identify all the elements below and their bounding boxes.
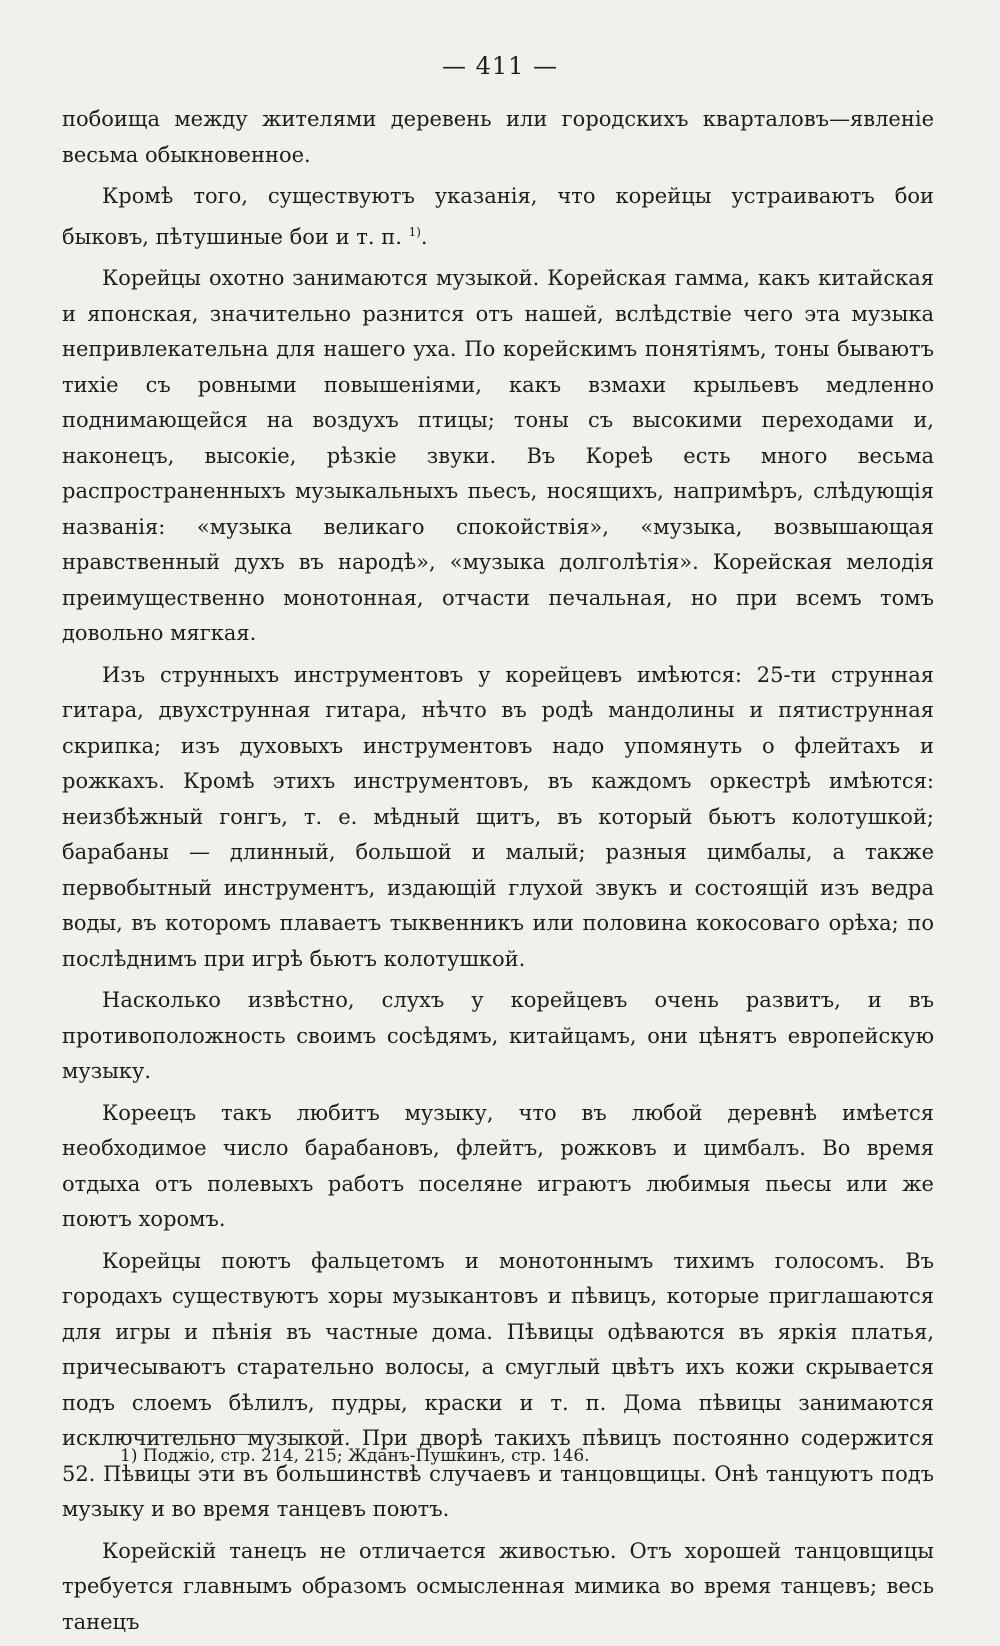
body-text	[62, 102, 934, 1646]
paragraph-7: Корейцы поютъ фальцетомъ и монотоннымъ тихимъ голосомъ. Въ городахъ существуютъ хоры музыкантовъ и пѣвицъ, которые приглашаются для игры и пѣнія въ частные дома. Пѣвицы одѣваются въ яркія платья, причесываютъ старательно волосы, а смуглый цвѣтъ ихъ кожи скрывается подъ слоемъ бѣлилъ, пудры, краски и т. п. Дома пѣвицы занимаются исключительно музыкой. При дворѣ такихъ пѣвицъ постоянно содержится 52. Пѣвицы эти въ большинствѣ случаевъ и танцовщицы. Онѣ танцуютъ подъ музыку и во время танцевъ поютъ.	[62, 1248, 934, 1521]
paragraph-5: Насколько извѣстно, слухъ у корейцевъ очень развитъ, и въ противоположность своимъ сосѣдямъ, китайцамъ, они цѣнятъ европейскую музыку.	[62, 988, 934, 1083]
paragraph-8: Корейскій танецъ не отличается живостью. Отъ хорошей танцовщицы требуется главнымъ образомъ осмысленная мимика во время танцевъ; весь танецъ	[62, 1538, 934, 1634]
paragraph-3: Корейцы охотно занимаются музыкой. Корейская гамма, какъ китайская и японская, значительно разнится отъ нашей, вслѣдствіе чего эта музыка непривлекательна для нашего уха. По корейскимъ понятіямъ, тоны бываютъ тихіе съ ровными повышеніями, какъ взмахи крыльевъ медленно поднимающейся на воздухъ птицы; тоны съ высокими переходами и, наконецъ, высокіе, рѣзкіе звуки. Въ Кореѣ есть много весьма распространенныхъ музыкальныхъ пьесъ, носящихъ, напримѣръ, слѣдующія названія: «музыка великаго спокойствія», «музыка, возвышающая нравственный духъ въ народѣ», «музыка долголѣтія». Корейская мелодія преимущественно монотонная, отчасти печальная, но при всемъ томъ довольно мягкая.	[62, 266, 934, 645]
footnote-text: Поджіо, стр. 214, 215; Жданъ-Пушкинъ, стр. 146.	[142, 1446, 590, 1466]
footnote	[120, 1444, 880, 1468]
paragraph-1: побоища между жителями деревень или городскихъ кварталовъ—явленіе весьма обыкновенное.	[62, 107, 934, 167]
footnote-marker: 1)	[120, 1446, 138, 1466]
paragraph-2-text: Кромѣ того, существуютъ указанія, что корейцы устраиваютъ бои быковъ, пѣтушиные бои и т. п.	[62, 184, 934, 249]
paragraph-2: Кромѣ того, существуютъ указанія, что корейцы устраиваютъ бои быковъ, пѣтушиные бои и т. п. $^{1)}$.	[62, 184, 934, 249]
footnote-ref: 1)	[408, 224, 421, 239]
paragraph-6: Кореецъ такъ любитъ музыку, что въ любой деревнѣ имѣется необходимое число барабановъ, флейтъ, рожковъ и цимбалъ. Во время отдыха отъ полевыхъ работъ поселяне играютъ любимыя пьесы или же поютъ хоромъ.	[62, 1100, 934, 1231]
page-number: — 411 —	[441, 52, 559, 80]
paragraph-4: Изъ струнныхъ инструментовъ у корейцевъ имѣются: 25-ти струнная гитара, двухструнная гитара, нѣчто въ родѣ мандолины и пятиструнная скрипка; изъ духовыхъ инструментовъ надо упомянуть о флейтахъ и рожкахъ. Кромѣ этихъ инструментовъ, въ каждомъ оркестрѣ имѣются: неизбѣжный гонгъ, т. е. мѣдный щитъ, въ который бьютъ колотушкой; барабаны — длинный, большой и малый; разныя цимбалы, а также первобытный инструментъ, издающій глухой звукъ и состоящій изъ ведра воды, въ которомъ плаваетъ тыквенникъ или половина кокосоваго орѣха; по послѣднимъ при игрѣ бьютъ колотушкой.	[62, 662, 934, 971]
footnote-divider	[112, 1434, 344, 1435]
